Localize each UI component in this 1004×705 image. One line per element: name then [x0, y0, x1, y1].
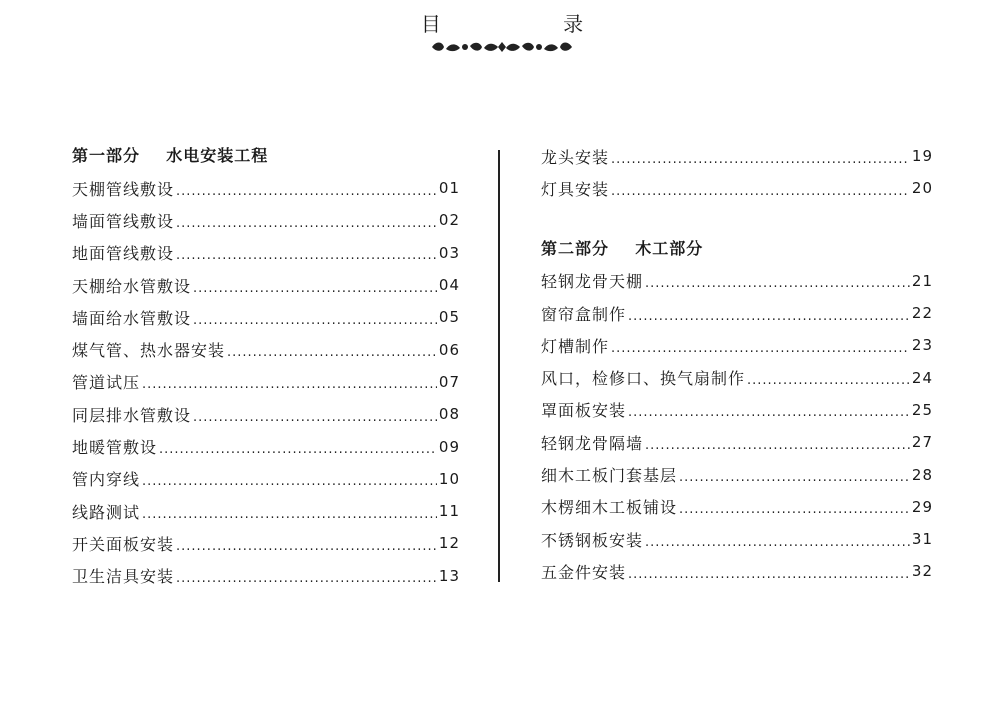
section-heading-part-1: 第一部分 水电安装工程 [72, 146, 269, 165]
toc-entry[interactable] [72, 301, 460, 333]
dot-leader [645, 438, 910, 453]
toc-entry-label: 开关面板安装 [72, 534, 175, 554]
dot-leader [628, 567, 910, 582]
toc-entry[interactable] [541, 297, 933, 329]
toc-entry-label: 卫生洁具安装 [72, 567, 175, 587]
toc-entry-page: 13 [438, 566, 460, 585]
toc-entry[interactable] [72, 333, 460, 365]
toc-entry-label: 地暖管敷设 [72, 438, 158, 458]
dot-leader [611, 341, 910, 356]
dot-leader [142, 474, 437, 489]
dot-leader [176, 571, 437, 586]
toc-left-column [72, 140, 460, 592]
toc-entry-page: 22 [911, 304, 933, 323]
dot-leader [747, 373, 910, 388]
toc-entry-label: 墙面管线敷设 [72, 211, 175, 231]
toc-entry-label: 管道试压 [72, 373, 141, 393]
toc-entry-label: 地面管线敷设 [72, 244, 175, 264]
toc-entry-label: 同层排水管敷设 [72, 405, 192, 425]
toc-entry-page: 24 [911, 368, 933, 387]
toc-entry-page: 25 [911, 400, 933, 419]
dot-leader [176, 216, 437, 231]
dot-leader [159, 442, 437, 457]
toc-entry[interactable] [72, 527, 460, 559]
toc-entry[interactable] [541, 491, 933, 523]
dot-leader [628, 405, 910, 420]
toc-entry-label: 轻钢龙骨隔墙 [541, 433, 644, 453]
toc-entry-label: 罩面板安装 [541, 401, 627, 421]
toc-entry-page: 27 [911, 433, 933, 452]
toc-entry[interactable] [541, 329, 933, 361]
toc-entry-label: 不锈钢板安装 [541, 530, 644, 550]
toc-entry-page: 02 [438, 211, 460, 230]
toc-entry[interactable] [541, 361, 933, 393]
toc-entry-page: 19 [911, 147, 933, 166]
toc-entry-page: 10 [438, 469, 460, 488]
dot-leader [176, 184, 437, 199]
toc-entry-page: 03 [438, 243, 460, 262]
dot-leader [142, 377, 437, 392]
toc-entry[interactable] [541, 394, 933, 426]
toc-entry-label: 灯槽制作 [541, 336, 610, 356]
toc-entry-page: 21 [911, 271, 933, 290]
toc-entry-page: 28 [911, 465, 933, 484]
toc-entry-label: 风口，检修口、换气扇制作 [541, 369, 746, 389]
toc-entry-label: 墙面给水管敷设 [72, 308, 192, 328]
toc-entry-page: 29 [911, 497, 933, 516]
toc-entry-label: 窗帘盒制作 [541, 304, 627, 324]
toc-entry-page: 08 [438, 405, 460, 424]
dot-leader [227, 345, 437, 360]
toc-entry-label: 轻钢龙骨天棚 [541, 272, 644, 292]
toc-entry-page: 23 [911, 336, 933, 355]
dot-leader [193, 410, 437, 425]
toc-entry-page: 09 [438, 437, 460, 456]
toc-entry-page: 04 [438, 276, 460, 295]
column-divider [498, 150, 500, 582]
toc-entry[interactable] [72, 204, 460, 236]
toc-entry[interactable] [72, 269, 460, 301]
toc-entry[interactable] [541, 426, 933, 458]
toc-right-column [541, 140, 933, 588]
dot-leader [679, 470, 910, 485]
toc-entry[interactable] [72, 398, 460, 430]
toc-entry[interactable] [72, 463, 460, 495]
toc-entry-page: 01 [438, 179, 460, 198]
toc-entry[interactable] [72, 172, 460, 204]
toc-entry[interactable] [72, 237, 460, 269]
dot-leader [628, 309, 910, 324]
toc-entry-page: 05 [438, 308, 460, 327]
dot-leader [611, 152, 910, 167]
toc-entry-label: 细木工板门套基层 [541, 466, 678, 486]
dot-leader [645, 535, 910, 550]
dot-leader [193, 281, 437, 296]
toc-entry[interactable] [541, 172, 933, 204]
dot-leader [176, 248, 437, 263]
toc-entry-label: 灯具安装 [541, 179, 610, 199]
section-gap [541, 205, 933, 233]
dot-leader [679, 502, 910, 517]
toc-entry-label: 木楞细木工板铺设 [541, 498, 678, 518]
toc-entry[interactable] [541, 265, 933, 297]
ornament-flourish [0, 40, 1004, 54]
toc-entry-page: 32 [911, 562, 933, 581]
dot-leader [193, 313, 437, 328]
toc-entry-page: 07 [438, 372, 460, 391]
toc-entry[interactable] [541, 458, 933, 490]
dot-leader [611, 184, 910, 199]
toc-entry-page: 31 [911, 530, 933, 549]
toc-entry-page: 20 [911, 179, 933, 198]
section-heading-part-2: 第二部分 木工部分 [541, 238, 704, 258]
toc-entry[interactable] [72, 560, 460, 592]
dot-leader [176, 539, 437, 554]
toc-entry[interactable] [72, 495, 460, 527]
toc-entry-label: 天棚给水管敷设 [72, 276, 192, 296]
dot-leader [142, 507, 437, 522]
toc-entry[interactable] [72, 366, 460, 398]
toc-entry-label: 龙头安装 [541, 147, 610, 167]
toc-entry-label: 五金件安装 [541, 562, 627, 582]
toc-entry-page: 11 [438, 502, 460, 521]
toc-entry[interactable] [72, 430, 460, 462]
page-title: 目 录 [420, 12, 642, 36]
toc-entry-label: 管内穿线 [72, 470, 141, 490]
toc-entry[interactable] [541, 555, 933, 587]
toc-entry[interactable] [541, 140, 933, 172]
toc-entry-label: 煤气管、热水器安装 [72, 341, 226, 361]
toc-entry[interactable] [541, 523, 933, 555]
toc-entry-page: 06 [438, 340, 460, 359]
toc-entry-page: 12 [438, 534, 460, 553]
toc-entry-label: 天棚管线敷设 [72, 179, 175, 199]
toc-entry-label: 线路测试 [72, 502, 141, 522]
dot-leader [645, 276, 910, 291]
